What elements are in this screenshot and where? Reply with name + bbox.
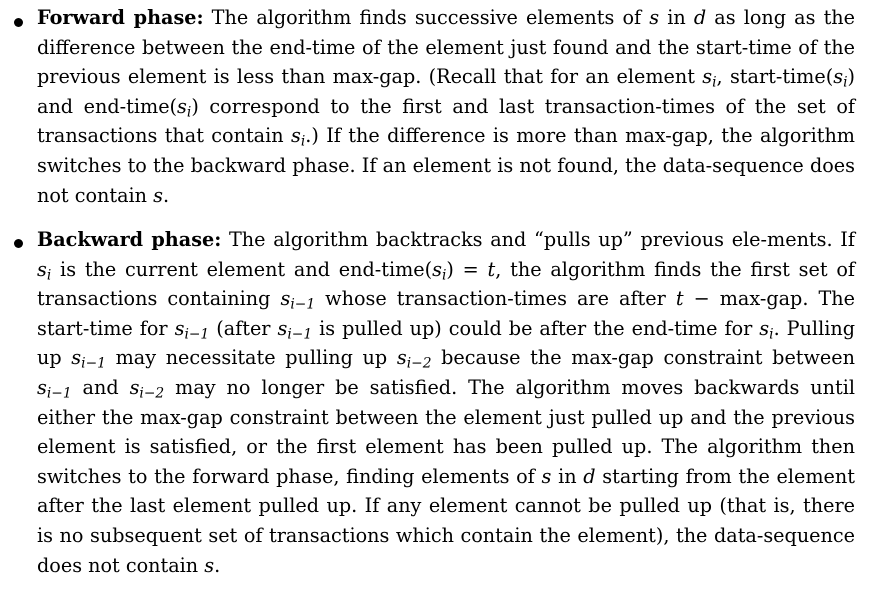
text-run: . Pulling up [37, 316, 855, 370]
math-subscript: i [442, 267, 447, 284]
text-run: whose transaction-times are after [315, 287, 676, 311]
math-var: s [280, 287, 291, 311]
math-subscript: i−1 [287, 326, 313, 343]
math-var: s [174, 316, 185, 340]
math-var: t [675, 287, 684, 311]
text-run: , the algorithm finds the first set of transactions containing [37, 257, 856, 311]
math-var: s [432, 257, 442, 281]
math-var: s [290, 124, 301, 148]
text-run: and [71, 375, 130, 399]
text-run: The algorithm backtracks and “pulls up” previous ele-ments. If [221, 228, 855, 251]
text-run: (after [209, 316, 278, 340]
math-var: s [702, 65, 713, 89]
bullet-dot-icon [14, 18, 23, 27]
text-run: − max-gap. The start-time for [37, 287, 855, 340]
math-subscript: i [712, 74, 717, 91]
text-run: ) and end-time( [37, 65, 855, 118]
text-run: because the max-gap constraint between [431, 346, 855, 370]
math-subscript: i−1 [184, 326, 210, 343]
math-subscript: i [843, 74, 848, 91]
text-run: may no longer be satisfied. The algorithm moves backwards until either the max-gap constraint between the element just pulled up and the previous element is satisfied, or the first element has been pulled up. The algorithm then switches to the forward phase, finding elements of [37, 375, 856, 488]
backward-phase-heading: Backward phase: [37, 228, 222, 251]
text-run: The algorithm finds successive elements of [203, 6, 650, 29]
math-var: s [37, 375, 47, 399]
forward-phase-heading: Forward phase: [37, 6, 204, 29]
math-subscript: i−2 [139, 385, 165, 402]
text-run: is the current element and end-time( [51, 257, 433, 281]
text-run: starting from the element after the last element pulled up. If any element cannot be pulled up (that is, there is no subsequent set of transactions which contain the element), the data-sequence does not contain [37, 464, 855, 577]
text-run: , start-time( [716, 65, 834, 89]
math-var: s [129, 375, 140, 399]
text-run: in [551, 464, 584, 488]
text-run: in [659, 6, 694, 29]
math-var: d [583, 464, 596, 488]
math-subscript: i [769, 326, 774, 343]
math-var: s [541, 464, 552, 488]
backward-phase-paragraph [37, 225, 855, 580]
math-subscript: i−1 [81, 355, 106, 372]
bullet-dot-icon [14, 239, 23, 248]
math-var: s [71, 346, 82, 370]
math-subscript: i−2 [406, 355, 432, 372]
text-run: ) = [446, 257, 488, 281]
math-subscript: i−1 [46, 385, 72, 402]
math-subscript: i [186, 104, 192, 121]
math-subscript: i−1 [290, 296, 316, 313]
math-var: d [693, 6, 707, 29]
math-subscript: i [46, 267, 52, 284]
math-var: t [487, 257, 496, 281]
text-run: ) correspond to the first and last transaction-times of the set of transactions that contain [37, 94, 855, 148]
text-run: is pulled up) could be after the end-time for [312, 316, 760, 340]
text-run: may necessitate pulling up [105, 346, 397, 370]
math-var: s [177, 94, 187, 118]
text-run: . [162, 183, 170, 207]
text-run: .) If the difference is more than max-gap, the algorithm switches to the backward phase. If an element is not found, the data-sequence does not contain [37, 124, 855, 207]
math-var: s [759, 316, 770, 340]
math-var: s [37, 257, 47, 281]
forward-phase-paragraph [37, 3, 855, 210]
math-var: s [204, 553, 215, 577]
math-var: s [649, 6, 660, 29]
math-subscript: i [300, 133, 306, 150]
text-run: as long as the difference between the end-time of the element just found and the start-time of the previous element is less than max-gap. (Recall that for an element [37, 6, 855, 89]
math-var: s [396, 346, 407, 370]
math-var: s [153, 183, 163, 207]
text-run: . [214, 553, 221, 577]
math-var: s [833, 65, 844, 89]
math-var: s [277, 316, 288, 340]
